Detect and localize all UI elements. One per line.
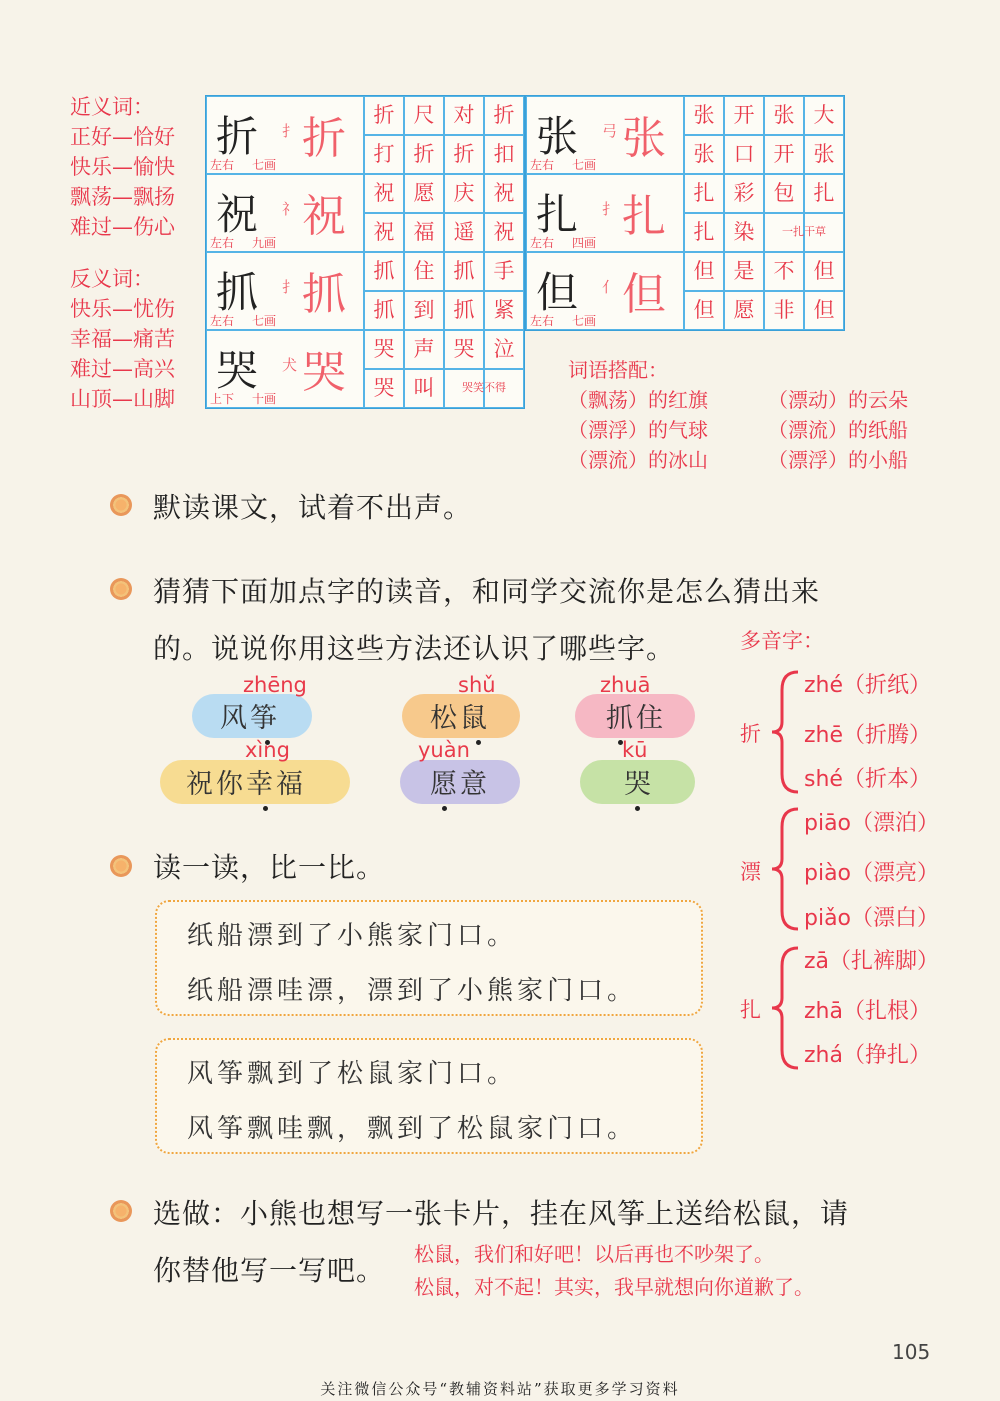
word-char: 开: [773, 142, 795, 166]
polyphone-reading: zhé（折纸）: [804, 673, 932, 698]
synonym-heading: 近义词：: [70, 95, 154, 119]
synonym-item: 飘荡—飘扬: [70, 185, 175, 209]
task-2-line-1: 猜猜下面加点字的读音，和同学交流你是怎么猜出来: [153, 575, 821, 608]
word-char: 遥: [453, 220, 475, 244]
word-char: 扎: [693, 220, 715, 244]
antonym-item: 幸福—痛苦: [70, 327, 175, 351]
sentence: 风筝飘到了松鼠家门口。: [187, 1059, 518, 1089]
word-char: 但: [693, 259, 715, 283]
word-cell: [804, 213, 844, 252]
brace-icon: [768, 944, 802, 1072]
word-char: 打: [373, 142, 395, 166]
word-char: 不: [773, 259, 795, 283]
word-char: 愿: [733, 298, 755, 322]
stroke-count: 四画: [572, 236, 597, 250]
task-1: 默读课文，试着不出声。: [153, 491, 473, 524]
pinyin: xìng: [245, 738, 290, 762]
polyphone-reading: zā（扎裤脚）: [804, 949, 940, 974]
word-char: 折: [493, 103, 515, 127]
word-char: 福: [413, 220, 435, 244]
word-char: 祝: [373, 181, 395, 205]
stroke-count: 七画: [252, 314, 277, 328]
polyphone-char: 折: [740, 722, 761, 746]
word-char: 扣: [493, 142, 515, 166]
word-char: 叫: [413, 376, 435, 400]
word-char: 抓: [373, 259, 395, 283]
polyphone-reading: piǎo（漂白）: [804, 906, 940, 931]
character: 张: [536, 112, 579, 161]
antonym-item: 难过—高兴: [70, 357, 175, 381]
answer-line: 松鼠，我们和好吧！以后再也不吵架了。: [414, 1242, 774, 1266]
character-traced: 哭: [302, 347, 346, 398]
character: 扎: [536, 190, 579, 239]
word-char: 染: [733, 220, 755, 244]
structure-label: 上下: [210, 392, 235, 406]
stroke-count: 七画: [572, 158, 597, 172]
structure-label: 左右: [210, 236, 235, 250]
guess-word: 祝你幸福: [186, 769, 306, 800]
radical: 礻: [282, 200, 298, 218]
polyphone-heading: 多音字：: [740, 629, 824, 653]
word-char: 泣: [493, 337, 515, 361]
word-matching: [568, 355, 968, 475]
structure-label: 左右: [530, 236, 555, 250]
guess-word: 松鼠: [430, 703, 490, 734]
word-char: 哭: [373, 376, 395, 400]
bullet-icon: [110, 1200, 132, 1222]
synonym-item: 难过—伤心: [70, 215, 175, 239]
word-char: 紧: [493, 298, 515, 322]
stroke-count: 九画: [252, 236, 277, 250]
word-char: 尺: [413, 103, 435, 127]
character-traced: 抓: [302, 269, 346, 320]
pinyin: shǔ: [458, 673, 496, 697]
radical: 弓: [602, 122, 618, 140]
word-char: 声: [413, 337, 435, 361]
structure-label: 左右: [210, 314, 235, 328]
matching-item: （漂动）的云朵: [768, 388, 908, 412]
answer-line: 松鼠，对不起！其实，我早就想向你道歉了。: [414, 1275, 814, 1299]
radical: 扌: [282, 278, 298, 296]
polyphone-reading: piāo（漂泊）: [804, 811, 940, 836]
antonym-item: 山顶—山脚: [70, 387, 175, 411]
emphasis-dot: [442, 806, 447, 811]
task-4-line-2: 你替他写一写吧。: [153, 1254, 386, 1287]
polyphone-reading: zhá（挣扎）: [804, 1043, 931, 1068]
character-traced: 扎: [622, 191, 666, 242]
word-char: 抓: [453, 259, 475, 283]
word-char: 一扎干草: [782, 225, 826, 238]
pinyin: zhēng: [243, 673, 307, 697]
word-cell: [484, 369, 524, 408]
polyphone-reading: piào（漂亮）: [804, 861, 940, 886]
bullet-icon: [110, 578, 132, 600]
emphasis-dot: [635, 806, 640, 811]
stroke-count: 七画: [252, 158, 277, 172]
polyphone-char: 扎: [740, 998, 761, 1022]
word-char: 扎: [813, 181, 835, 205]
stroke-count: 十画: [252, 392, 277, 406]
word-char: 住: [413, 259, 435, 283]
polyphone-reading: zhā（扎根）: [804, 999, 931, 1024]
emphasis-dot: [263, 806, 268, 811]
character: 但: [536, 268, 579, 317]
sentence: 风筝飘哇飘，飘到了松鼠家门口。: [187, 1114, 638, 1144]
guess-word: 抓住: [606, 703, 666, 734]
word-char: 对: [453, 103, 475, 127]
word-char: 到: [413, 298, 435, 322]
character: 祝: [216, 190, 259, 239]
bullet-icon: [110, 855, 132, 877]
word-char: 哭: [373, 337, 395, 361]
word-char: 祝: [373, 220, 395, 244]
word-char: 哭: [453, 337, 475, 361]
sentence: 纸船漂哇漂，漂到了小熊家门口。: [187, 976, 638, 1006]
guess-word: 愿意: [430, 769, 490, 800]
word-char: 口: [733, 142, 755, 166]
word-char: 张: [693, 142, 715, 166]
character-traced: 但: [622, 269, 666, 320]
structure-label: 左右: [210, 158, 235, 172]
radical: 亻: [602, 278, 618, 296]
radical: 犬: [282, 356, 298, 374]
word-char: 折: [373, 103, 395, 127]
word-char: 但: [693, 298, 715, 322]
matching-item: （漂流）的纸船: [768, 418, 908, 442]
character-traced: 张: [622, 113, 666, 164]
task-4-line-1: 选做：小熊也想写一张卡片，挂在风筝上送给松鼠，请: [153, 1197, 850, 1230]
word-char: 张: [773, 103, 795, 127]
word-char: 折: [453, 142, 475, 166]
word-char: 非: [773, 298, 795, 322]
word-char: 张: [813, 142, 835, 166]
word-char: 愿: [413, 181, 435, 205]
character-traced: 祝: [302, 191, 346, 242]
word-char: 但: [813, 259, 835, 283]
radical: 扌: [602, 200, 618, 218]
handwritten-answers: [414, 1238, 814, 1304]
task-2-line-2: 的。说说你用这些方法还认识了哪些字。: [153, 632, 676, 665]
guess-word: 风筝: [220, 703, 280, 734]
word-char: 彩: [733, 181, 755, 205]
word-char: 扎: [693, 181, 715, 205]
matching-heading: 词语搭配：: [568, 358, 668, 382]
task-3: 读一读，比一比。: [153, 851, 386, 884]
stroke-count: 七画: [572, 314, 597, 328]
pinyin: zhuā: [600, 673, 651, 697]
word-char: 是: [733, 259, 755, 283]
matching-item: （飘荡）的红旗: [568, 388, 708, 412]
page-number: 105: [892, 1340, 931, 1364]
word-char: 折: [413, 142, 435, 166]
pinyin: yuàn: [418, 738, 470, 762]
polyphone-reading: zhē（折腾）: [804, 723, 932, 748]
brace-icon: [768, 668, 802, 796]
word-char: 手: [493, 259, 515, 283]
brace-icon: [768, 805, 802, 933]
word-char: 祝: [493, 181, 515, 205]
polyphone-reading: shé（折本）: [804, 767, 931, 792]
word-char: 张: [693, 103, 715, 127]
word-char: 大: [813, 103, 835, 127]
word-char: 包: [773, 181, 795, 205]
word-char: 抓: [373, 298, 395, 322]
matching-item: （漂浮）的小船: [768, 448, 908, 472]
synonym-item: 正好—恰好: [70, 125, 175, 149]
bullet-icon: [110, 494, 132, 516]
matching-item: （漂流）的冰山: [568, 448, 708, 472]
emphasis-dot: [476, 740, 481, 745]
word-char: 祝: [493, 220, 515, 244]
structure-label: 左右: [530, 314, 555, 328]
matching-item: （漂浮）的气球: [568, 418, 708, 442]
character: 抓: [216, 268, 259, 317]
synonym-item: 快乐—愉快: [70, 155, 175, 179]
character-grid-right: [525, 95, 845, 331]
character: 折: [216, 112, 259, 161]
word-char: 抓: [453, 298, 475, 322]
sentence: 纸船漂到了小熊家门口。: [187, 921, 518, 951]
character-traced: 折: [302, 113, 346, 164]
word-char: 但: [813, 298, 835, 322]
polyphone-char: 漂: [740, 860, 761, 884]
guess-word: 哭: [624, 769, 654, 800]
footer-note: 关注微信公众号“教辅资料站”获取更多学习资料: [320, 1380, 680, 1398]
word-char: 哭笑不得: [462, 381, 506, 394]
structure-label: 左右: [530, 158, 555, 172]
synonym-antonym-list: [70, 92, 210, 414]
radical: 扌: [282, 122, 298, 140]
pinyin: kū: [622, 738, 648, 762]
character-grid-left: [205, 95, 525, 409]
word-char: 开: [733, 103, 755, 127]
word-char: 庆: [453, 181, 475, 205]
antonym-heading: 反义词：: [70, 267, 154, 291]
antonym-item: 快乐—忧伤: [70, 297, 175, 321]
character: 哭: [216, 346, 259, 395]
